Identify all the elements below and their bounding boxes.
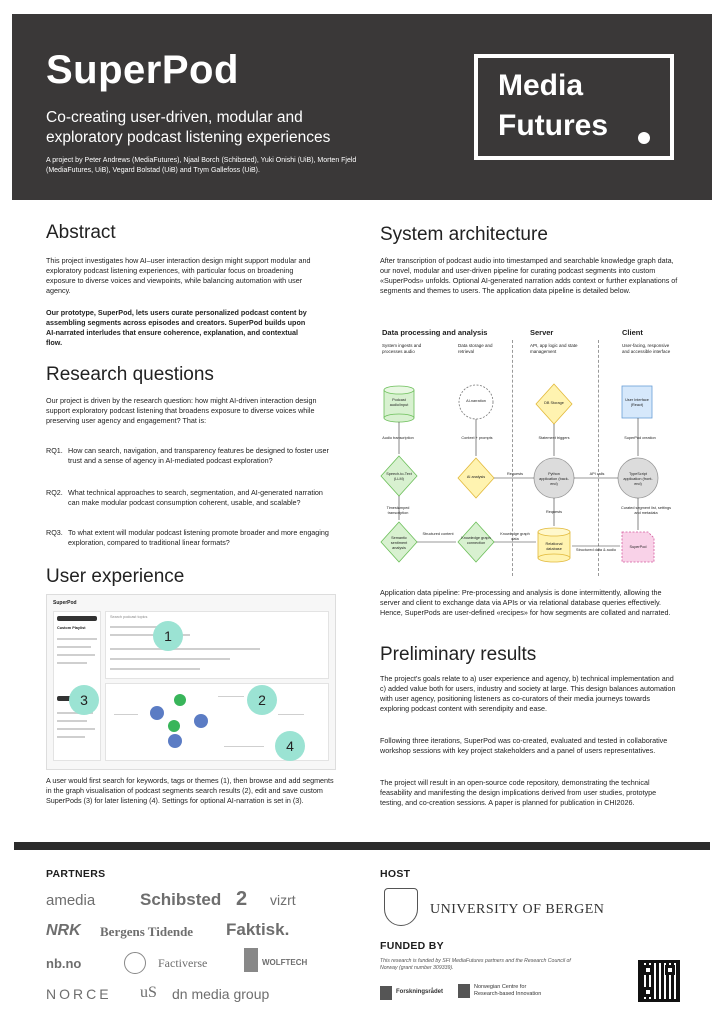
- funded-text: This research is funded by SFI MediaFutures partners and the Research Council of Norway (grant number 309339).: [380, 958, 571, 971]
- partner-nb: nb.no: [46, 956, 82, 971]
- results-p1: The project's goals relate to a) user experience and agency, b) technical implementation and c) added value both for users, industry and society at large. This design balances automation with user agency, positioning listeners as co-curators of their media journeys towards exploring podcast content with serendipity and ease.: [380, 674, 676, 713]
- abstract-heading: Abstract: [46, 222, 116, 243]
- forskningsradet-icon: [380, 986, 392, 1000]
- mediafutures-logo: Media Futures: [474, 54, 674, 160]
- research-intro: Our project is driven by the research question: how might AI-driven interaction design support exploratory podcast listening that broadens exposure to diverse voices while preserving user agency and engagement? That is:: [46, 396, 317, 425]
- ux-screenshot: [46, 594, 336, 770]
- footer-divider: [14, 842, 710, 850]
- host-heading: HOST: [380, 868, 411, 880]
- rq3: RQ3. To what extent will modular podcast listening promote broader and more engaging exploration, compared to traditional linear formats?: [46, 528, 329, 547]
- rq2: RQ2. What technical approaches to search, segmentation, and AI-generated narration can make modular podcast consumption coherent, usable, and scalable?: [46, 488, 323, 507]
- results-p2: Following three iterations, SuperPod was co-created, evaluated and tested in collaborative workshop sessions with key project stakeholders and a panel of users representatives.: [380, 736, 668, 755]
- uib-crest-icon: [384, 888, 418, 926]
- architecture-p1: After transcription of podcast audio into timestamped and searchable knowledge graph data, our novel, modular and user-driven pipeline for curating podcast segments into custom «SuperPods» unfolds. Optional AI-generated narration adds context or further explanations of segments and themes to users. The application data pipeline is detailed below.: [380, 256, 678, 295]
- badge-3: 3: [69, 685, 99, 715]
- ux-sidebar: Custom Playlist: [53, 611, 101, 761]
- ux-search-panel: Search podcast topics: [105, 611, 329, 679]
- partner-tv2: 2: [236, 888, 248, 910]
- sfi-icon: [458, 984, 470, 998]
- rq1: RQ1. How can search, navigation, and transparency features be designed to foster user trust and a sense of agency in AI-mediated podcast exploration?: [46, 446, 329, 465]
- partner-dnmedia: dn media group: [172, 986, 270, 1002]
- results-p3: The project will result in an open-source code repository, demonstrating the technical feasability and manifesting the design implications derived from user studies, prototype testing, and co-creation sessions. A paper is planned for publication in CHI2026.: [380, 778, 657, 807]
- partner-seal: [124, 952, 146, 974]
- authors-line: A project by Peter Andrews (MediaFutures), Njaal Borch (Schibsted), Yuki Onishi (UiB), Morten Fjeld (MediaFutures, UiB), Vegard Bolstad (UiB) and Trym Gallefoss (UiB).: [46, 157, 357, 174]
- ux-heading: User experience: [46, 566, 185, 587]
- partners-heading: PARTNERS: [46, 868, 106, 880]
- partner-bt: Bergens Tidende: [100, 924, 194, 939]
- partner-vizrt: vizrt: [270, 892, 296, 908]
- poster-subtitle: Co-creating user-driven, modular and exploratory podcast listening experiences: [46, 109, 331, 146]
- wolftech-icon: [244, 948, 258, 972]
- partner-amedia: amedia: [46, 892, 96, 909]
- architecture-caption: Application data pipeline: Pre-processing and analysis is done intermittently, allowing the server and client to exchange data via APIs or via relational database queries effectively. Hence, SuperPods are user-defined «recipes» for how segments are collated and narrated.: [380, 588, 671, 617]
- partner-wolftech: WOLFTECH: [262, 958, 308, 967]
- partner-factiverse: Factiverse: [158, 956, 208, 970]
- partner-schibsted: Schibsted: [140, 890, 222, 909]
- abstract-p1: This project investigates how AI–user interaction design might support modular and exploratory podcast listening experiences, with particular focus on broadening exposure to diverse voices and viewpoints, while balancing automation with user agency.: [46, 256, 311, 295]
- partner-faktisk: Faktisk.: [226, 920, 290, 939]
- app-name: SuperPod: [53, 600, 77, 606]
- partner-us-logo: uS: [140, 984, 157, 1001]
- results-heading: Preliminary results: [380, 644, 537, 665]
- badge-4: 4: [275, 731, 305, 761]
- partner-nrk: NRK: [46, 922, 81, 939]
- abstract-p2: Our prototype, SuperPod, lets users curate personalized podcast content by assembling segments across episodes and creators. SuperPod builds upon AI-narrated interludes that ensure coherence, explanation, and contextual flow.: [46, 308, 307, 347]
- badge-1: 1: [153, 621, 183, 651]
- badge-2: 2: [247, 685, 277, 715]
- research-heading: Research questions: [46, 364, 214, 385]
- architecture-heading: System architecture: [380, 224, 548, 245]
- poster-header: [12, 14, 712, 200]
- funder-forskningsradet: Forskningsrådet: [396, 989, 444, 995]
- funded-heading: FUNDED BY: [380, 940, 444, 952]
- host-name: UNIVERSITY OF BERGEN: [430, 902, 605, 917]
- pipeline-diagram: Data processing and analysis Server Client System ingests and processes audio Data storage and retrieval API, app logic and state management User-facing, responsive and accessible interface Podcast audio/input Speech-to-Text (LLM) Semantic sentiment analysis AI-narration AI analysis Knowledge graph connection DB Storage Python application (back-end) Relational database User Interface (React) TypeScript application (front-end) SuperPod Audio transcription Timestamped transcription Structured content Knowledge graph data Context + prompts Requests Statement triggers Requests API calls SuperPod creation Curated segment list, settings and metadata Structured data & audio: [378, 326, 678, 578]
- qr-code[interactable]: [638, 960, 680, 1002]
- funder-sfi: Norwegian Centre for Research-based Innovation: [474, 984, 542, 997]
- ux-caption: A user would first search for keywords, tags or themes (1), then browse and add segments in the graph visualisation of podcast segments search results (2), edit and save custom SuperPods (3) for later listening (4). Settings for optional AI-narration is set in (3).: [46, 776, 334, 805]
- poster-title: SuperPod: [46, 48, 239, 92]
- partner-norce: NORCE: [46, 986, 112, 1002]
